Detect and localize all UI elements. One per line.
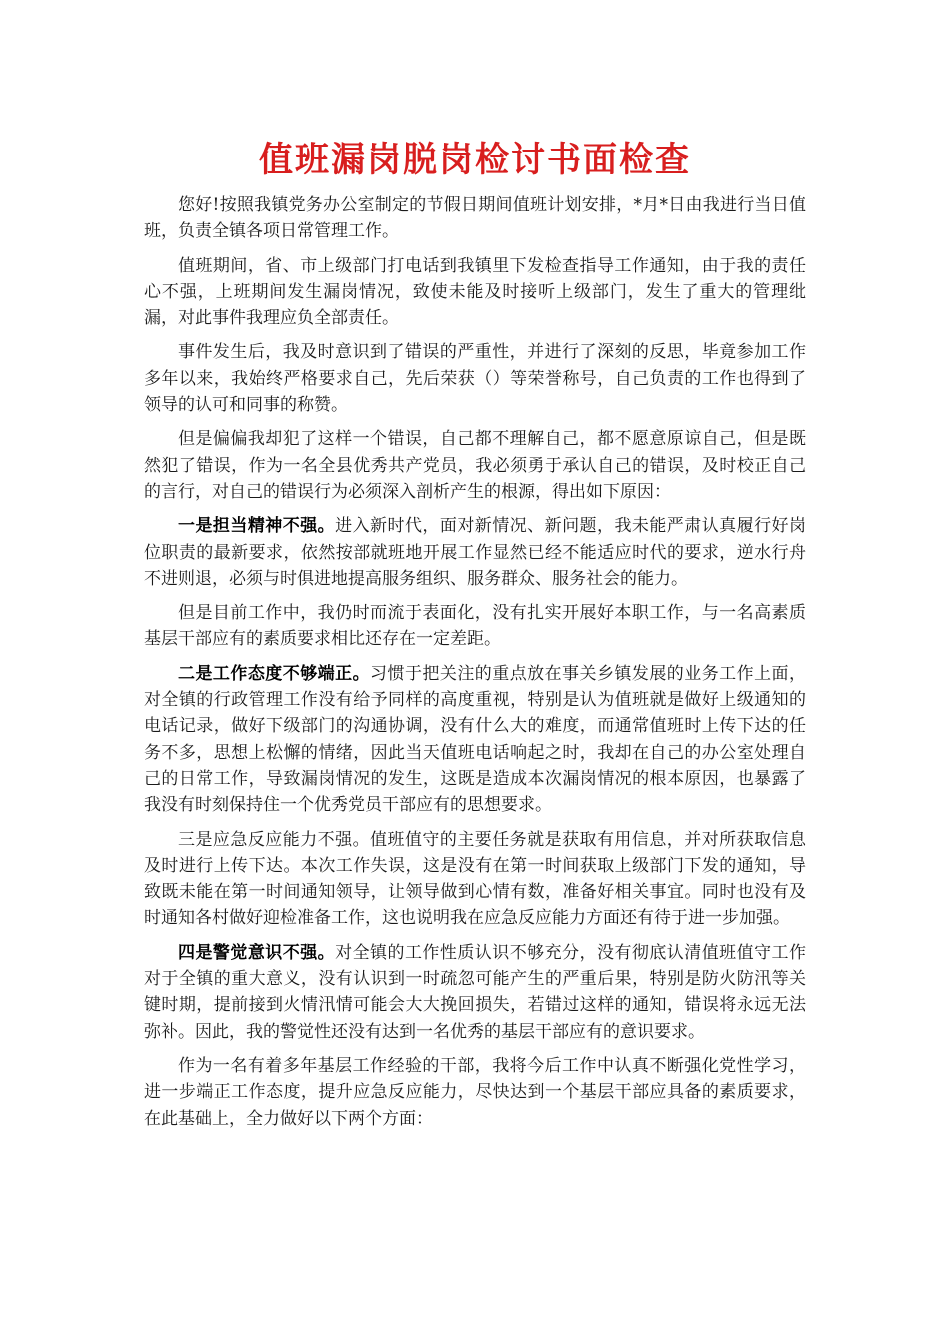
paragraph-text: 习惯于把关注的重点放在事关乡镇发展的业务工作上面，对全镇的行政管理工作没有给予同样的高度重视，特别是认为值班就是做好上级通知的电话记录，做好下级部门的沟通协调，没有什么大的难度，而通常值班时上传下达的任务不多，思想上松懈的情绪，因此当天值班电话响起之时，我却在自己的办公室处理自己的日常工作，导致漏岗情况的发生，这既是造成本次漏岗情况的根本原因，也暴露了我没有时刻保持住一个优秀党员干部应有的思想要求。 bbox=[144, 663, 807, 816]
reason-heading: 二是工作态度不够端正。 bbox=[178, 663, 371, 684]
document-title: 值班漏岗脱岗检讨书面检查 bbox=[259, 140, 691, 180]
paragraph-reason-4 bbox=[144, 940, 806, 1045]
paragraph-commitment bbox=[144, 1053, 806, 1132]
paragraph-text: 作为一名有着多年基层工作经验的干部，我将今后工作中认真不断强化党性学习，进一步端正工作态度，提升应急反应能力，尽快达到一个基层干部应具备的素质要求，在此基础上，全力做好以下两个方面： bbox=[144, 1055, 806, 1129]
paragraph-text: 值班期间，省、市上级部门打电话到我镇里下发检查指导工作通知，由于我的责任心不强，上班期间发生漏岗情况，致使未能及时接听上级部门，发生了重大的管理纰漏，对此事件我理应负全部责任。 bbox=[144, 255, 806, 329]
paragraph-text: 您好!按照我镇党务办公室制定的节假日期间值班计划安排，*月*日由我进行当日值班，负责全镇各项日常管理工作。 bbox=[144, 195, 806, 242]
paragraph-text: 进入新时代，面对新情况、新问题，我未能严肃认真履行好岗位职责的最新要求，依然按部就班地开展工作显然已经不能适应时代的要求，逆水行舟不进则退，必须与时俱进地提高服务组织、服务群众、服务社会的能力。 bbox=[144, 516, 807, 589]
paragraph-reason-2 bbox=[144, 661, 806, 819]
paragraph-reason-3 bbox=[144, 827, 806, 932]
paragraph-incident bbox=[144, 253, 806, 332]
paragraph-text: 三是应急反应能力不强。值班值守的主要任务就是获取有用信息，并对所获取信息及时进行上传下达。本次工作失误，这是没有在第一时间获取上级部门下发的通知，导致既未能在第一时间通知领导，让领导做到心情有数，准备好相关事宜。同时也没有及时通知各村做好迎检准备工作，这也说明我在应急反应能力方面还有待于进一步加强。 bbox=[144, 829, 806, 929]
paragraph-admission bbox=[144, 426, 806, 505]
paragraph-reason-1-cont bbox=[144, 600, 806, 653]
reason-heading: 一是担当精神不强。 bbox=[178, 516, 336, 537]
paragraph-greeting bbox=[144, 192, 806, 245]
paragraph-text: 事件发生后，我及时意识到了错误的严重性，并进行了深刻的反思，毕竟参加工作多年以来，我始终严格要求自己，先后荣获（）等荣誉称号，自己负责的工作也得到了领导的认可和同事的称赞。 bbox=[144, 342, 806, 416]
document-body bbox=[144, 192, 806, 1140]
paragraph-text: 对全镇的工作性质认识不够充分，没有彻底认清值班值守工作对于全镇的重大意义，没有认识到一时疏忽可能产生的严重后果，特别是防火防汛等关键时期，提前接到火情汛情可能会大大挽回损失，若错过这样的通知，错误将永远无法弥补。因此，我的警觉性还没有达到一名优秀的基层干部应有的意识要求。 bbox=[144, 942, 807, 1042]
paragraph-reason-1 bbox=[144, 513, 806, 592]
paragraph-text: 但是目前工作中，我仍时而流于表面化，没有扎实开展好本职工作，与一名高素质基层干部应有的素质要求相比还存在一定差距。 bbox=[144, 603, 806, 650]
paragraph-reflection bbox=[144, 339, 806, 418]
reason-heading: 四是警觉意识不强。 bbox=[178, 942, 336, 963]
paragraph-text: 但是偏偏我却犯了这样一个错误，自己都不理解自己，都不愿意原谅自己，但是既然犯了错误，作为一名全县优秀共产党员，我必须勇于承认自己的错误，及时校正自己的言行，对自己的错误行为必须深入剖析产生的根源，得出如下原因： bbox=[144, 429, 806, 502]
